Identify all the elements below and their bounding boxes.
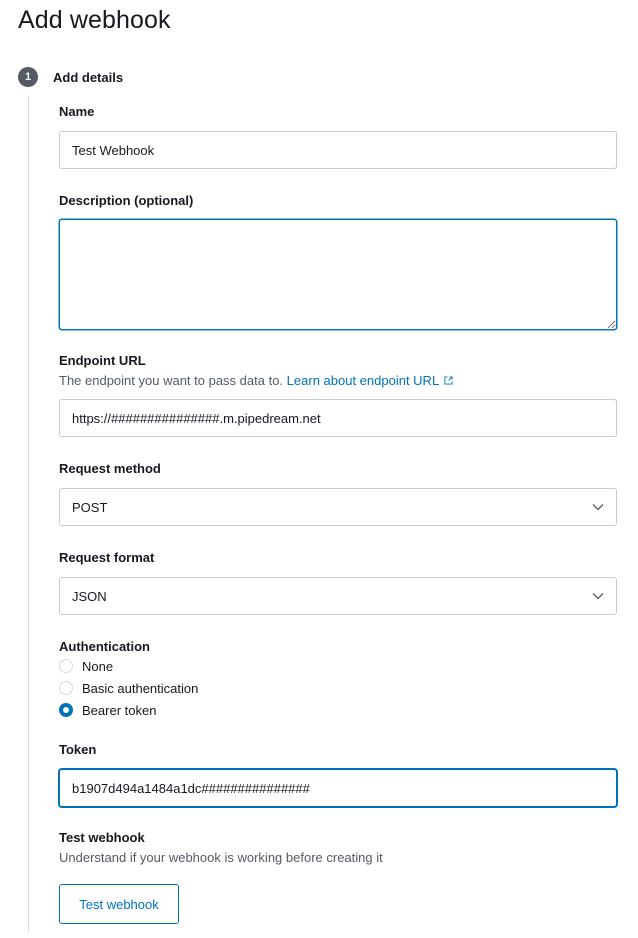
endpoint-url-label: Endpoint URL xyxy=(59,353,146,368)
request-method-select[interactable] xyxy=(59,488,617,526)
external-link-icon xyxy=(444,376,453,385)
radio-button[interactable] xyxy=(59,659,73,673)
auth-option-none[interactable] xyxy=(59,657,113,675)
endpoint-url-input[interactable] xyxy=(59,399,617,437)
token-input[interactable] xyxy=(59,769,617,807)
auth-option-label: Bearer token xyxy=(82,702,157,718)
learn-endpoint-url-link-text: Learn about endpoint URL xyxy=(286,373,440,388)
learn-endpoint-url-link[interactable] xyxy=(287,373,454,388)
name-label: Name xyxy=(59,104,95,119)
auth-option-label: None xyxy=(82,658,114,674)
chevron-down-icon xyxy=(592,503,604,511)
radio-button-checked[interactable] xyxy=(59,703,73,717)
page-title: Add webhook xyxy=(18,6,171,34)
test-webhook-help: Understand if your webhook is working before creating it xyxy=(59,850,383,865)
step-number-badge: 1 xyxy=(18,67,38,87)
description-textarea[interactable] xyxy=(59,219,617,330)
request-format-value: JSON xyxy=(72,588,107,604)
chevron-down-icon xyxy=(592,592,604,600)
request-method-label: Request method xyxy=(59,461,161,476)
radio-button[interactable] xyxy=(59,681,73,695)
request-format-select[interactable] xyxy=(59,577,617,615)
auth-option-basic[interactable] xyxy=(59,679,198,697)
auth-option-bearer[interactable] xyxy=(59,701,156,719)
description-label: Description (optional) xyxy=(59,193,194,208)
test-webhook-button[interactable]: Test webhook xyxy=(59,884,179,924)
step-header xyxy=(18,66,123,88)
step-label: Add details xyxy=(53,69,124,85)
step-connector-line xyxy=(28,96,29,932)
authentication-label: Authentication xyxy=(59,639,150,654)
endpoint-url-help-text: The endpoint you want to pass data to. xyxy=(59,373,284,388)
token-label: Token xyxy=(59,742,97,757)
name-input[interactable] xyxy=(59,131,617,169)
request-method-value: POST xyxy=(72,499,108,515)
test-webhook-label: Test webhook xyxy=(59,830,145,845)
request-format-label: Request format xyxy=(59,550,155,565)
auth-option-label: Basic authentication xyxy=(82,680,199,696)
endpoint-url-help xyxy=(59,373,453,388)
